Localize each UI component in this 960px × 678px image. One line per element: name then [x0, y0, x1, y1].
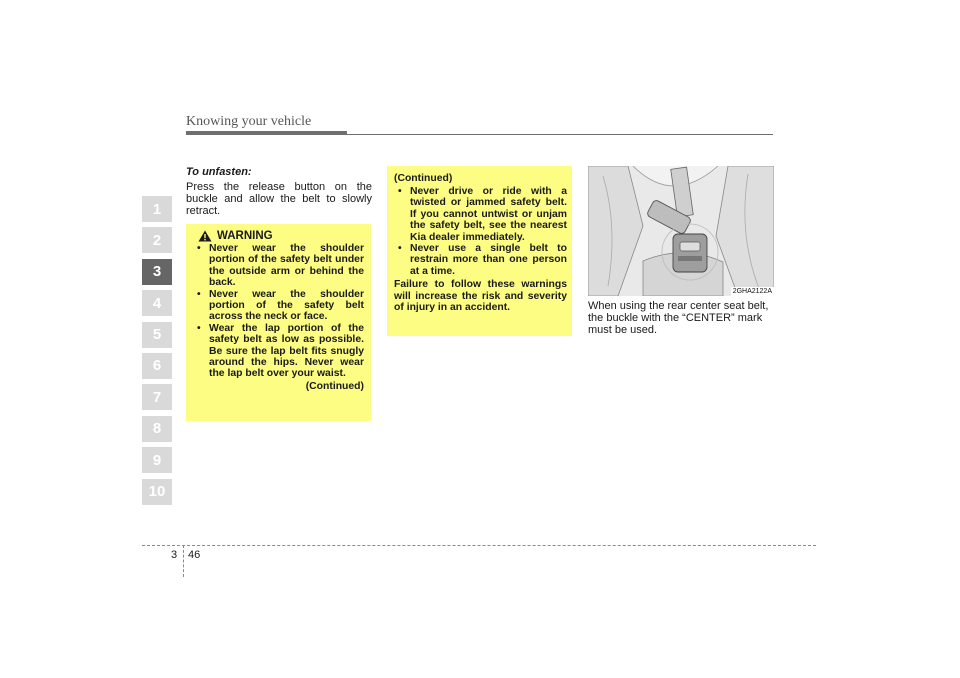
- unfasten-section: [186, 166, 372, 217]
- continued-list: [394, 186, 567, 277]
- illustration-code: 2GHA2122A: [732, 288, 772, 295]
- failure-note: Failure to follow these warnings will increase the risk and severity of injury in an accident.: [394, 279, 567, 314]
- chapter-tab-10[interactable]: 10: [142, 479, 172, 505]
- unfasten-heading: To unfasten:: [186, 166, 252, 178]
- continued-item: • Never use a single belt to restrain more than one person at a time.: [394, 243, 567, 277]
- chapter-tab-2[interactable]: 2: [142, 227, 172, 253]
- chapter-tab-3[interactable]: 3: [142, 259, 172, 285]
- warning-continued: (Continued): [305, 380, 364, 392]
- warning-list: [193, 243, 364, 380]
- footer-rule: [142, 545, 816, 546]
- chapter-tabs: [142, 196, 172, 510]
- illustration-caption: When using the rear center seat belt, the buckle with the “CENTER” mark must be used.: [588, 300, 769, 336]
- chapter-tab-5[interactable]: 5: [142, 322, 172, 348]
- footer-page-number: 46: [188, 549, 201, 561]
- warning-box: [186, 224, 371, 421]
- warning-title: WARNING: [217, 230, 273, 242]
- unfasten-text: Press the release button on the buckle and allow the belt to slowly retract.: [186, 181, 372, 217]
- warning-item: • Never wear the shoulder portion of the safety belt under the outside arm or behind the back.: [193, 243, 364, 289]
- continued-item: • Never drive or ride with a twisted or jammed safety belt. If you cannot untwist or unjam the safety belt, see the nearest Kia dealer immediately.: [394, 186, 567, 243]
- chapter-tab-4[interactable]: 4: [142, 290, 172, 316]
- footer-divider: [183, 545, 184, 577]
- header-rule-thick: [186, 131, 347, 135]
- chapter-tab-6[interactable]: 6: [142, 353, 172, 379]
- warning-header: [198, 230, 364, 242]
- warning-item: • Never wear the shoulder portion of the safety belt across the neck or face.: [193, 289, 364, 323]
- chapter-tab-7[interactable]: 7: [142, 384, 172, 410]
- chapter-tab-1[interactable]: 1: [142, 196, 172, 222]
- chapter-tab-9[interactable]: 9: [142, 447, 172, 473]
- warning-icon: [198, 230, 212, 242]
- page-header-title: Knowing your vehicle: [186, 114, 312, 129]
- seat-belt-illustration: [588, 166, 774, 296]
- header-rule-thin: [347, 134, 773, 135]
- continued-label: (Continued): [394, 173, 453, 184]
- footer-chapter-number: 3: [171, 549, 178, 561]
- warning-item: • Wear the lap portion of the safety belt as low as possible. Be sure the lap belt fits snugly around the hips. Never wear the lap belt over your waist.: [193, 323, 364, 380]
- chapter-tab-8[interactable]: 8: [142, 416, 172, 442]
- continued-warning-box: [387, 166, 572, 336]
- seat-buckle-drawing: [588, 166, 774, 296]
